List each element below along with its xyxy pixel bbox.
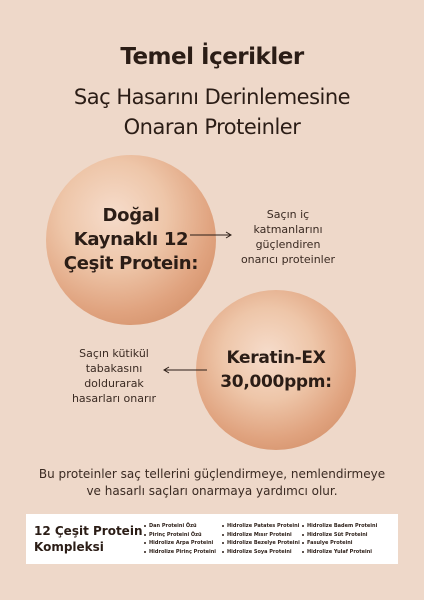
list-item: Pirinç Proteini Özü <box>144 531 222 540</box>
circle-text-line: Çeşit Protein: <box>63 253 199 274</box>
arrow-right-icon <box>190 230 234 240</box>
protein-complex-title <box>34 523 144 555</box>
circle-text-line: 30,000ppm: <box>220 372 332 392</box>
list-item: Hidrolize Mısır Proteini <box>222 531 302 540</box>
list-item: Hidrolize Soya Proteini <box>222 548 302 557</box>
desc-line: Saçın kütikül <box>79 347 149 360</box>
desc-line: hasarları onarır <box>71 392 157 405</box>
note-line: Bu proteinler saç tellerini güçlendirmeye, nemlendirmeye <box>38 467 386 481</box>
subtitle-line: Saç Hasarını Derinlemesine <box>73 85 351 109</box>
box-title-line: 12 Çeşit Protein <box>34 524 143 538</box>
protein-list-col2 <box>222 522 302 556</box>
list-item: Hidrolize Süt Proteini <box>302 531 380 540</box>
desc-line: Saçın iç <box>266 208 310 221</box>
list-item: Fasulye Proteini <box>302 539 380 548</box>
page-subtitle <box>0 82 424 142</box>
list-item: Hidrolize Patates Proteini <box>222 522 302 531</box>
list-item: Hidrolize Bezelye Proteini <box>222 539 302 548</box>
protein-list-col1 <box>144 522 222 556</box>
note-line: ve hasarlı saçları onarmaya yardımcı olur. <box>86 484 338 498</box>
ingredient-circle-natural-protein <box>46 155 216 325</box>
list-item: Hidrolize Arpa Proteini <box>144 539 222 548</box>
ingredient-description-natural-protein <box>232 207 344 267</box>
desc-line: tabakasını <box>85 362 143 375</box>
desc-line: onarıcı proteinler <box>240 253 336 266</box>
box-title-line: Kompleksi <box>34 540 104 554</box>
protein-list-col3 <box>302 522 380 556</box>
desc-line: doldurarak <box>84 377 144 390</box>
benefit-note <box>20 466 404 500</box>
list-item: Hidrolize Badem Proteini <box>302 522 380 531</box>
circle-text-line: Doğal <box>102 205 160 226</box>
ingredient-description-keratin <box>60 346 168 406</box>
list-item: Dan Proteini Özü <box>144 522 222 531</box>
protein-complex-box <box>26 514 398 564</box>
ingredient-circle-keratin <box>196 290 356 450</box>
circle-text-line: Keratin-EX <box>226 348 326 368</box>
desc-line: güçlendiren <box>255 238 321 251</box>
desc-line: katmanlarını <box>253 223 323 236</box>
subtitle-line: Onaran Proteinler <box>123 115 301 139</box>
circle-text-line: Kaynaklı 12 <box>73 229 189 250</box>
list-item: Hidrolize Pirinç Proteini <box>144 548 222 557</box>
page-title: Temel İçerikler <box>120 44 304 70</box>
list-item: Hidrolize Yulaf Proteini <box>302 548 380 557</box>
